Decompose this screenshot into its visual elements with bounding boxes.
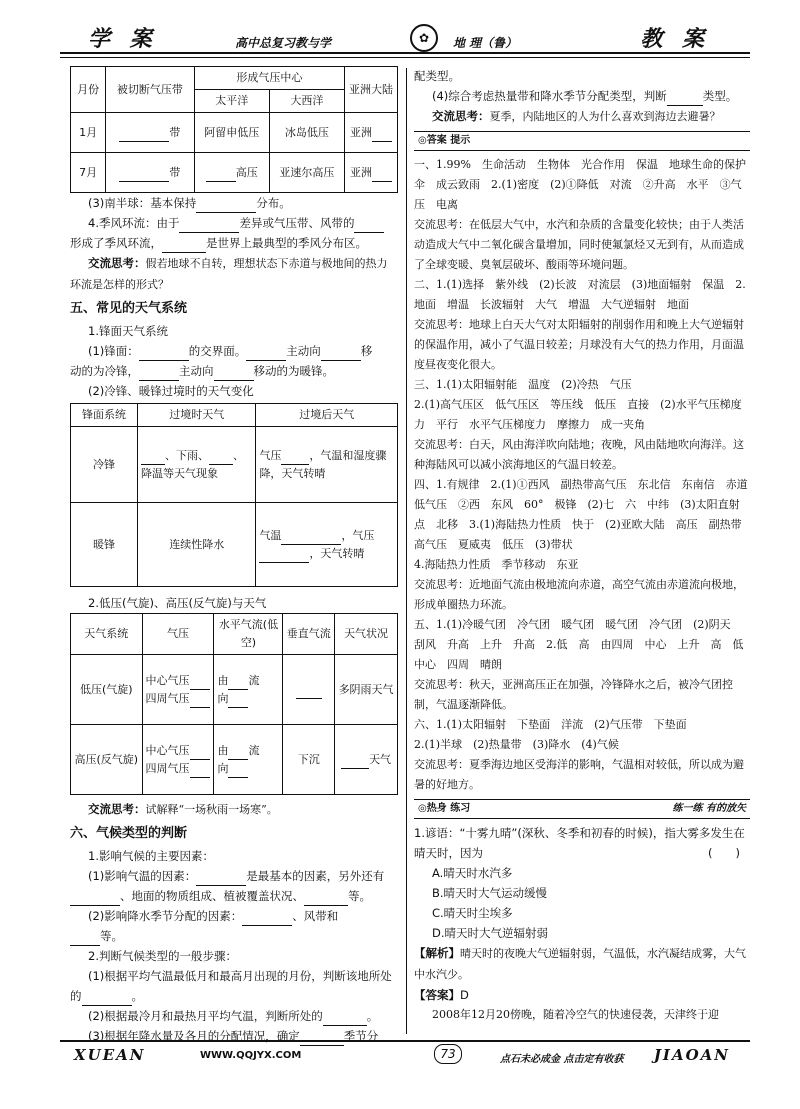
text-line: 4.季风环流：由于 差异或气压带、风带的 <box>70 213 398 233</box>
section-title: 五、常见的天气系统 <box>70 301 188 316</box>
table-cell: 由 流 向 <box>214 655 283 725</box>
text-line: 2.判断气候类型的一般步骤： <box>88 949 237 963</box>
left-column <box>70 66 398 1046</box>
practice-band: ◎热身 练习 练一练 有的放矢 <box>414 799 750 819</box>
think-question: 交流思考：试解释“一场秋雨一场寒”。 <box>88 802 278 816</box>
answer-item: 2.(1)半球 (2)热量带 (3)降水 (4)气候 <box>414 738 619 751</box>
answer-item: 交流思考：在低层大气中，水汽和杂质的含量变化较快；由于人类活动造成大气中二氧化碳含量增加，同时使氟氯烃又无到有，从而造成了全球变暖、臭氧层破坏、酸雨等环境问题。 <box>414 218 744 271</box>
footer-slogan: 点石未必成金 点击定有收获 <box>500 1054 624 1065</box>
table-cell: 冷锋 <box>71 427 138 503</box>
header-logo-right: 教 案 <box>640 26 710 52</box>
table-cell: 暖锋 <box>71 503 138 587</box>
table-cell: 气压 ，气温和湿度骤降，天气转晴 <box>256 427 398 503</box>
option-a: A.晴天时水汽多 <box>432 866 513 880</box>
answer-item: 交流思考：秋天，亚洲高压正在加强，冷锋降水之后，被冷气团控制，气温逐渐降低。 <box>414 678 733 711</box>
answer-item: 三、1.(1)太阳辐射能 温度 (2)冷热 气压 <box>414 378 632 391</box>
answer-item: 五、1.(1)冷暖气团 冷气团 暖气团 暖气团 冷气团 (2)阴天 刮风 升高 上升 升高 2.低 高 由四周 中心 上升 高 低 中心 四周 晴朗 <box>414 618 755 671</box>
section-title: 六、气候类型的判断 <box>70 826 188 841</box>
table-header: 气压 <box>142 614 214 655</box>
table-cell: 连续性降水 <box>138 503 256 587</box>
answer-item: 交流思考：近地面气流由极地流向赤道，高空气流由赤道流向极地，形成单圈热力环流。 <box>414 578 744 611</box>
page-number: 73 <box>434 1044 462 1064</box>
text-line: (1)影响气温的因素： 是最基本的因素，另外还有 <box>70 866 398 886</box>
header-rule <box>60 52 750 58</box>
text-line: 形成了季风环流， 是世界上最典型的季风分布区。 <box>70 233 398 253</box>
table-cell: 带 <box>106 153 195 193</box>
text-line: (3)根据年降水量及各月的分配情况，确定 季节分 <box>70 1026 398 1046</box>
table-cell: 中心气压 四周气压 <box>142 725 214 795</box>
answer-item: 二、1.(1)选择 紫外线 (2)长波 对流层 (3)地面辐射 保温 2.地面 增温 长波辐射 大气 增温 大气逆辐射 地面 <box>414 278 746 311</box>
answer-item: 4.海陆热力性质 季节移动 东亚 <box>414 558 579 571</box>
footer-rule <box>60 1040 750 1042</box>
page-footer <box>60 1040 750 1070</box>
table-header: 被切断气压带 <box>106 67 195 113</box>
table-header: 过境后天气 <box>256 404 398 427</box>
table-cell: 由 流 向 <box>214 725 283 795</box>
table-header: 太平洋 <box>194 90 269 113</box>
think-question: 交流思考：假若地球不自转，理想状态下赤道与极地间的热力环流是怎样的形式？ <box>70 256 388 291</box>
question: 2008年12月20傍晚，随着冷空气的快速侵袭，天津终于迎 <box>432 1008 719 1021</box>
cyclone-table <box>70 613 398 795</box>
text-line: 、地面的物质组成、植被覆盖状况、 等。 <box>70 886 398 906</box>
answer-band: ◎答案 提示 <box>414 131 750 151</box>
answer: 【答案】D <box>414 988 469 1002</box>
text-line: (2)根据最冷月和最热月平均气温，判断所处的 。 <box>70 1006 398 1026</box>
table-header: 过境时天气 <box>138 404 256 427</box>
answer-item: 交流思考：白天，风由海洋吹向陆地；夜晚，风由陆地吹向海洋。这种海陆风可以减小滨海地区的气温日较差。 <box>414 438 744 471</box>
table-header: 大西洋 <box>269 90 344 113</box>
header-logo-left: 学 案 <box>88 26 158 52</box>
page-header <box>60 22 750 62</box>
answer-item: 2.(1)高气压区 低气压区 等压线 低压 直接 (2)水平气压梯度力 平行 水平气压梯度力 摩擦力 成一夹角 <box>414 398 742 431</box>
table-header: 亚洲大陆 <box>345 67 398 113</box>
question: 1.谚语：“十雾九晴”(深秋、冬季和初春的时候)，指大雾多发生在晴天时，因为 ( ) <box>414 826 745 860</box>
emblem-icon: ✿ <box>410 24 438 52</box>
table-cell: 、下雨、 、降温等天气现象 <box>138 427 256 503</box>
footer-logo-right: JIAOAN <box>653 1046 730 1064</box>
table-cell: 1月 <box>71 113 106 153</box>
table-header: 锋面系统 <box>71 404 138 427</box>
front-weather-table <box>70 403 398 587</box>
column-divider <box>406 68 407 1034</box>
text-line: 配类型。 <box>414 69 460 83</box>
text-line: (4)综合考虑热量带和降水季节分配类型，判断 类型。 <box>414 86 750 106</box>
right-column <box>414 66 755 1025</box>
text-line: (1)根据平均气温最低月和最高月出现的月份，判断该地所处的 。 <box>70 966 398 1006</box>
table-header: 天气状况 <box>335 614 398 655</box>
table-header: 月份 <box>71 67 106 113</box>
table-cell: 亚速尔高压 <box>269 153 344 193</box>
text-line: 1.影响气候的主要因素： <box>88 849 214 863</box>
table-cell: 冰岛低压 <box>269 113 344 153</box>
table-header: 天气系统 <box>71 614 143 655</box>
table-cell: 低压(气旋) <box>71 655 143 725</box>
text-line: (3)南半球：基本保持 分布。 <box>70 193 398 213</box>
text-line: 2.低压(气旋)、高压(反气旋)与天气 <box>88 596 267 610</box>
header-book-title: 高中总复习教与学 <box>235 36 332 50</box>
option-d: D.晴天时大气逆辐射弱 <box>432 926 549 940</box>
table-cell: 天气 <box>335 725 398 795</box>
answer-item: 六、1.(1)太阳辐射 下垫面 洋流 (2)气压带 下垫面 <box>414 718 687 731</box>
explanation: 【解析】晴天时的夜晚大气逆辐射弱，气温低，水汽凝结成雾，大气中水汽少。 <box>414 946 746 981</box>
option-b: B.晴天时大气运动缓慢 <box>432 886 548 900</box>
footer-logo-left: XUEAN <box>74 1046 146 1064</box>
header-subject: 地 理（鲁） <box>453 36 518 50</box>
table-cell <box>283 655 335 725</box>
footer-url: WWW.QQJYX.COM <box>200 1050 302 1061</box>
text-line: (2)冷锋、暖锋过境时的天气变化 <box>88 384 254 398</box>
answer-item: 交流思考：夏季海边地区受海洋的影响，气温相对较低，所以成为避暑的好地方。 <box>414 758 744 791</box>
table-cell: 气温 ，气压 ，天气转晴 <box>256 503 398 587</box>
text-line: 等。 <box>70 926 398 946</box>
table-header: 水平气流(低空) <box>214 614 283 655</box>
text-line: 1.锋面天气系统 <box>88 324 168 338</box>
table-cell: 高压 <box>194 153 269 193</box>
table-cell: 中心气压 四周气压 <box>142 655 214 725</box>
text-line: 动的为冷锋， 主动向 移动的为暖锋。 <box>70 361 398 381</box>
answer-item: 四、1.有规律 2.(1)①西风 副热带高气压 东北信 东南信 赤道低气压 ②西 东风 60° 极锋 (2)七 六 中纬 (3)太阳直射点 北移 3.(1)海陆热力性质 快于 (2)亚欧大陆 高压 副热带高气压 夏威夷 低压 (3)带状 <box>414 478 748 551</box>
text-line: (2)影响降水季节分配的因素： 、风带和 <box>70 906 398 926</box>
table-cell: 亚洲 <box>345 113 398 153</box>
table-cell: 阿留申低压 <box>194 113 269 153</box>
table-header: 形成气压中心 <box>194 67 344 90</box>
table-header: 垂直气流 <box>283 614 335 655</box>
answer-item: 一、1.99% 生命活动 生物体 光合作用 保温 地球生命的保护伞 成云致雨 2.(1)密度 (2)①降低 对流 ②升高 水平 ③气压 电离 <box>414 158 746 211</box>
answer-item: 交流思考：地球上白天大气对太阳辐射的削弱作用和晚上大气逆辐射的保温作用，减小了气温日较差；月球没有大气的热力作用，月面温度昼夜变化很大。 <box>414 318 744 371</box>
table-cell: 下沉 <box>283 725 335 795</box>
answer-list <box>414 155 755 795</box>
text-line: (1)锋面： 的交界面。 主动向 移 <box>70 341 398 361</box>
pressure-center-table <box>70 66 398 193</box>
table-cell: 亚洲 <box>345 153 398 193</box>
think-question: 交流思考：夏季，内陆地区的人为什么喜欢到海边去避暑？ <box>432 109 721 123</box>
option-c: C.晴天时尘埃多 <box>432 906 513 920</box>
table-cell: 带 <box>106 113 195 153</box>
table-cell: 高压(反气旋) <box>71 725 143 795</box>
table-cell: 多阴雨天气 <box>335 655 398 725</box>
table-cell: 7月 <box>71 153 106 193</box>
